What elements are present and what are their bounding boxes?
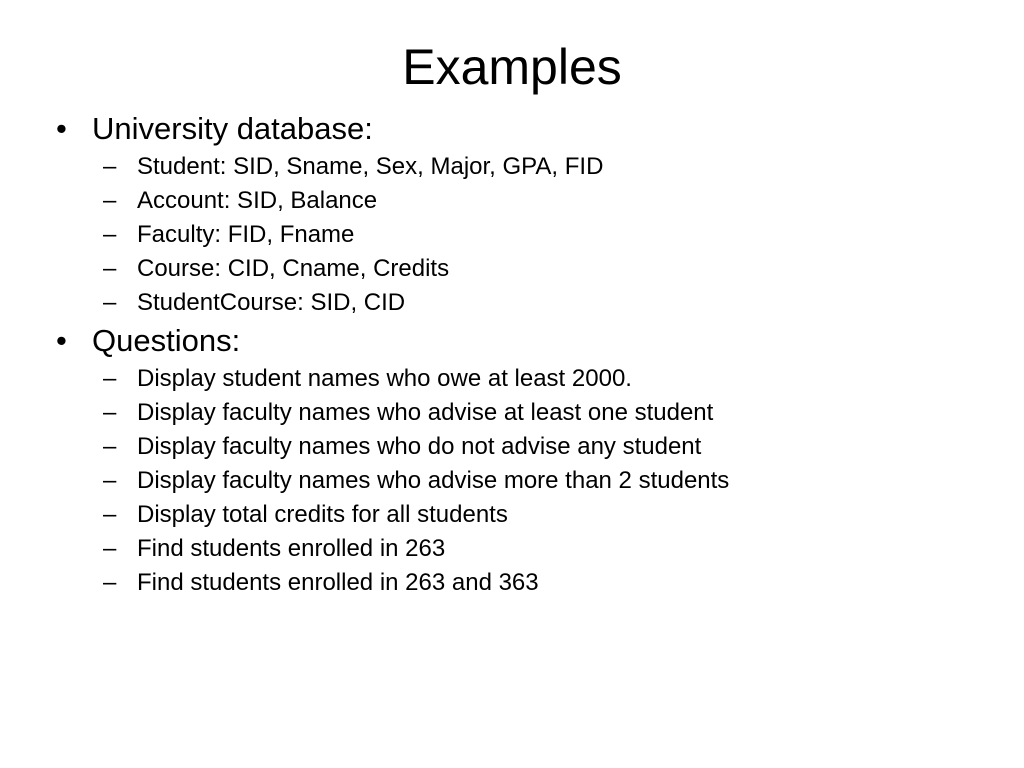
list-item-text: Display faculty names who advise at least one student [137, 399, 714, 426]
dash-icon: – [103, 255, 117, 282]
list-item-text: Display faculty names who advise more than 2 students [137, 467, 730, 494]
list-item-text: Display faculty names who do not advise any student [137, 433, 702, 460]
slide-title: Examples [402, 39, 622, 95]
dash-icon: – [103, 153, 117, 180]
list-item [0, 498, 1024, 532]
list-item [0, 430, 1024, 464]
list-item [0, 362, 1024, 396]
dash-icon: – [103, 535, 117, 562]
bullet-heading: Questions: [92, 323, 241, 358]
list-item-text: Student: SID, Sname, Sex, Major, GPA, FID [137, 153, 604, 180]
list-item-text: StudentCourse: SID, CID [137, 289, 406, 316]
dash-icon: – [103, 467, 117, 494]
dash-icon: – [103, 433, 117, 460]
list-item-text: Find students enrolled in 263 [137, 535, 446, 562]
dash-icon: – [103, 365, 117, 392]
section-university-database [0, 108, 1024, 320]
dash-icon: – [103, 501, 117, 528]
list-item [0, 252, 1024, 286]
bullet-icon: • [56, 111, 67, 146]
list-item [0, 184, 1024, 218]
bullet-heading: University database: [92, 111, 373, 146]
dash-icon: – [103, 221, 117, 248]
list-item-text: Display student names who owe at least 2000. [137, 365, 632, 392]
list-item [0, 150, 1024, 184]
list-item [0, 464, 1024, 498]
bullet-questions [0, 320, 1024, 362]
list-item-text: Display total credits for all students [137, 501, 508, 528]
section-questions [0, 320, 1024, 600]
list-item [0, 218, 1024, 252]
list-item-text: Faculty: FID, Fname [137, 221, 355, 248]
dash-icon: – [103, 289, 117, 316]
dash-icon: – [103, 399, 117, 426]
list-item-text: Find students enrolled in 263 and 363 [137, 569, 539, 596]
schema-list [0, 150, 1024, 320]
list-item-text: Course: CID, Cname, Credits [137, 255, 450, 282]
list-item [0, 566, 1024, 600]
dash-icon: – [103, 187, 117, 214]
bullet-icon: • [56, 323, 67, 358]
list-item-text: Account: SID, Balance [137, 187, 378, 214]
list-item [0, 286, 1024, 320]
list-item [0, 396, 1024, 430]
dash-icon: – [103, 569, 117, 596]
questions-list [0, 362, 1024, 600]
list-item [0, 532, 1024, 566]
bullet-university-database [0, 108, 1024, 150]
